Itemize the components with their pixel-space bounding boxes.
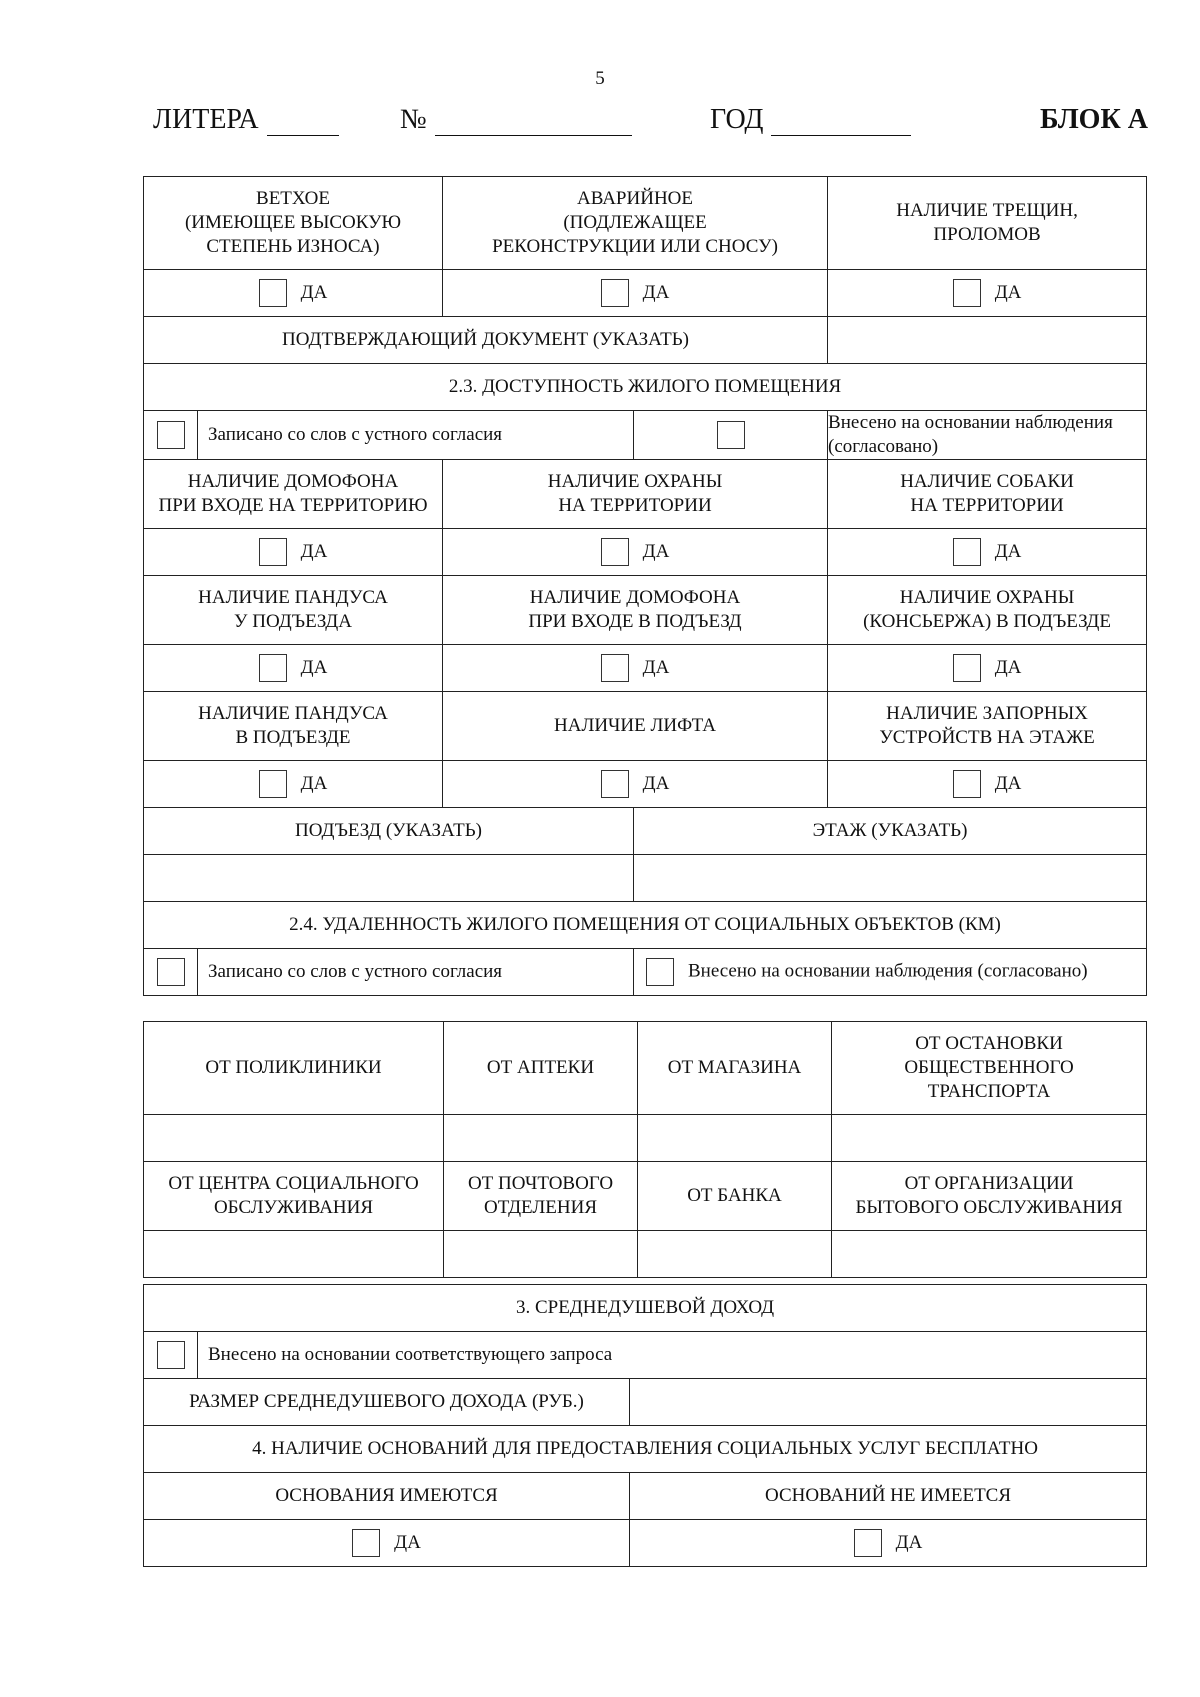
oral-consent-checkbox[interactable]	[157, 421, 185, 449]
condition-yes-row	[144, 270, 1147, 317]
section-2-4-title: 2.4. УДАЛЕННОСТЬ ЖИЛОГО ПОМЕЩЕНИЯ ОТ СОЦИАЛЬНЫХ ОБЪЕКТОВ (КМ)	[144, 902, 1147, 949]
year-input-line[interactable]	[771, 109, 911, 136]
access-row-1-yes: ДА ДА ДА	[144, 529, 1147, 576]
entrance-floor-headers	[144, 808, 1147, 855]
entrance-input[interactable]	[144, 855, 634, 902]
observed-label-2: Внесено на основании наблюдения (согласовано)	[688, 960, 1088, 982]
floor-locks-checkbox[interactable]	[953, 770, 981, 798]
number-label: №	[400, 104, 427, 135]
section-4-title: 4. НАЛИЧИЕ ОСНОВАНИЙ ДЛЯ ПРЕДОСТАВЛЕНИЯ СОЦИАЛЬНЫХ УСЛУГ БЕСПЛАТНО	[144, 1426, 1147, 1473]
distance-row-1-inputs	[144, 1115, 1147, 1162]
observed-label: Внесено на основании наблюдения (согласовано)	[828, 411, 1147, 460]
entrance-floor-inputs	[144, 855, 1147, 902]
yes-label: ДА	[300, 282, 328, 303]
distance-clinic-header: ОТ ПОЛИКЛИНИКИ	[144, 1022, 444, 1115]
section-2-3-title: 2.3. ДОСТУПНОСТЬ ЖИЛОГО ПОМЕЩЕНИЯ	[144, 364, 1147, 411]
access-row-3-yes: ДА ДА ДА	[144, 761, 1147, 808]
grounds-exist-checkbox[interactable]	[352, 1529, 380, 1557]
access-row-2-yes: ДА ДА ДА	[144, 645, 1147, 692]
distance-shop-input[interactable]	[638, 1115, 832, 1162]
floor-input[interactable]	[634, 855, 1147, 902]
access-row-3-headers: НАЛИЧИЕ ПАНДУСА В ПОДЪЕЗДЕ НАЛИЧИЕ ЛИФТА НАЛИЧИЕ ЗАПОРНЫХ УСТРОЙСТВ НА ЭТАЖЕ	[144, 692, 1147, 761]
distance-table	[143, 1021, 1147, 1278]
observed-cell-2	[634, 949, 1147, 996]
income-label: РАЗМЕР СРЕДНЕДУШЕВОГО ДОХОДА (РУБ.)	[144, 1379, 630, 1426]
oral-consent-checkbox-2[interactable]	[157, 958, 185, 986]
access-row-1-headers: НАЛИЧИЕ ДОМОФОНА ПРИ ВХОДЕ НА ТЕРРИТОРИЮ НАЛИЧИЕ ОХРАНЫ НА ТЕРРИТОРИИ НАЛИЧИЕ СОБАКИ НА ТЕРРИТОРИИ	[144, 460, 1147, 529]
section-3-request-row	[144, 1332, 1147, 1379]
confirming-document-label: ПОДТВЕРЖДАЮЩИЙ ДОКУМЕНТ (УКАЗАТЬ)	[144, 317, 828, 364]
litera-input-line[interactable]	[267, 109, 339, 136]
number-input-line[interactable]	[435, 109, 632, 136]
distance-row-2-inputs	[144, 1231, 1147, 1278]
year-field	[710, 104, 911, 136]
entrance-label: ПОДЪЕЗД (УКАЗАТЬ)	[144, 808, 634, 855]
observed-checkbox[interactable]	[717, 421, 745, 449]
section-2-4-title-row	[144, 902, 1147, 949]
grounds-exist-label: ОСНОВАНИЯ ИМЕЮТСЯ	[144, 1473, 630, 1520]
condition-cracks-header: НАЛИЧИЕ ТРЕЩИН, ПРОЛОМОВ	[828, 177, 1147, 270]
ramp-at-entrance-checkbox[interactable]	[259, 654, 287, 682]
territory-security-checkbox[interactable]	[601, 538, 629, 566]
cracks-yes-checkbox[interactable]	[953, 279, 981, 307]
distance-shop-header: ОТ МАГАЗИНА	[638, 1022, 832, 1115]
elevator-checkbox[interactable]	[601, 770, 629, 798]
distance-post-header: ОТ ПОЧТОВОГО ОТДЕЛЕНИЯ	[444, 1162, 638, 1231]
condition-header-row	[144, 177, 1147, 270]
distance-services-input[interactable]	[832, 1231, 1147, 1278]
year-label: ГОД	[710, 104, 764, 135]
litera-field	[153, 104, 339, 136]
concierge-checkbox[interactable]	[953, 654, 981, 682]
entrance-intercom-checkbox[interactable]	[601, 654, 629, 682]
survey-form-table	[143, 176, 1147, 996]
litera-label: ЛИТЕРА	[153, 104, 259, 135]
condition-emergency-header: АВАРИЙНОЕ (ПОДЛЕЖАЩЕЕ РЕКОНСТРУКЦИИ ИЛИ СНОСУ)	[443, 177, 828, 270]
floor-label: ЭТАЖ (УКАЗАТЬ)	[634, 808, 1147, 855]
distance-transport-input[interactable]	[832, 1115, 1147, 1162]
page-number: 5	[595, 68, 605, 89]
distance-row-1-headers	[144, 1022, 1147, 1115]
income-grounds-table	[143, 1284, 1147, 1567]
yes-label: ДА	[642, 282, 670, 303]
section-2-3-title-row	[144, 364, 1147, 411]
section-2-4-source-row	[144, 949, 1147, 996]
confirming-document-input[interactable]	[828, 317, 1147, 364]
oral-consent-label-2: Записано со слов с устного согласия	[198, 949, 634, 996]
territory-dog-checkbox[interactable]	[953, 538, 981, 566]
confirming-document-row	[144, 317, 1147, 364]
emergency-yes-checkbox[interactable]	[601, 279, 629, 307]
distance-pharmacy-input[interactable]	[444, 1115, 638, 1162]
oral-consent-label: Записано со слов с устного согласия	[198, 411, 634, 460]
ramp-in-entrance-checkbox[interactable]	[259, 770, 287, 798]
grounds-absent-label: ОСНОВАНИЙ НЕ ИМЕЕТСЯ	[630, 1473, 1147, 1520]
territory-intercom-checkbox[interactable]	[259, 538, 287, 566]
section-4-title-row	[144, 1426, 1147, 1473]
distance-social-center-header: ОТ ЦЕНТРА СОЦИАЛЬНОГО ОБСЛУЖИВАНИЯ	[144, 1162, 444, 1231]
income-row	[144, 1379, 1147, 1426]
section-3-title: 3. СРЕДНЕДУШЕВОЙ ДОХОД	[144, 1285, 1147, 1332]
distance-social-center-input[interactable]	[144, 1231, 444, 1278]
distance-row-2-headers	[144, 1162, 1147, 1231]
grounds-absent-checkbox[interactable]	[854, 1529, 882, 1557]
number-field	[400, 104, 632, 136]
distance-clinic-input[interactable]	[144, 1115, 444, 1162]
section-4-yes-row: ДА ДА	[144, 1520, 1147, 1567]
section-3-title-row	[144, 1285, 1147, 1332]
yes-label: ДА	[994, 282, 1022, 303]
observed-checkbox-2[interactable]	[646, 958, 674, 986]
request-note: Внесено на основании соответствующего запроса	[198, 1332, 1147, 1379]
distance-post-input[interactable]	[444, 1231, 638, 1278]
condition-dilapidated-header: ВЕТХОЕ (ИМЕЮЩЕЕ ВЫСОКУЮ СТЕПЕНЬ ИЗНОСА)	[144, 177, 443, 270]
distance-pharmacy-header: ОТ АПТЕКИ	[444, 1022, 638, 1115]
income-input[interactable]	[630, 1379, 1147, 1426]
block-label: БЛОК А	[1040, 104, 1148, 135]
section-2-3-source-row	[144, 411, 1147, 460]
dilapidated-yes-checkbox[interactable]	[259, 279, 287, 307]
section-4-header-row	[144, 1473, 1147, 1520]
distance-bank-header: ОТ БАНКА	[638, 1162, 832, 1231]
distance-bank-input[interactable]	[638, 1231, 832, 1278]
distance-transport-header: ОТ ОСТАНОВКИ ОБЩЕСТВЕННОГО ТРАНСПОРТА	[832, 1022, 1147, 1115]
request-checkbox[interactable]	[157, 1341, 185, 1369]
access-row-2-headers: НАЛИЧИЕ ПАНДУСА У ПОДЪЕЗДА НАЛИЧИЕ ДОМОФОНА ПРИ ВХОДЕ В ПОДЪЕЗД НАЛИЧИЕ ОХРАНЫ (КОНСЬЕРЖА) В ПОДЪЕЗДЕ	[144, 576, 1147, 645]
distance-services-header: ОТ ОРГАНИЗАЦИИ БЫТОВОГО ОБСЛУЖИВАНИЯ	[832, 1162, 1147, 1231]
